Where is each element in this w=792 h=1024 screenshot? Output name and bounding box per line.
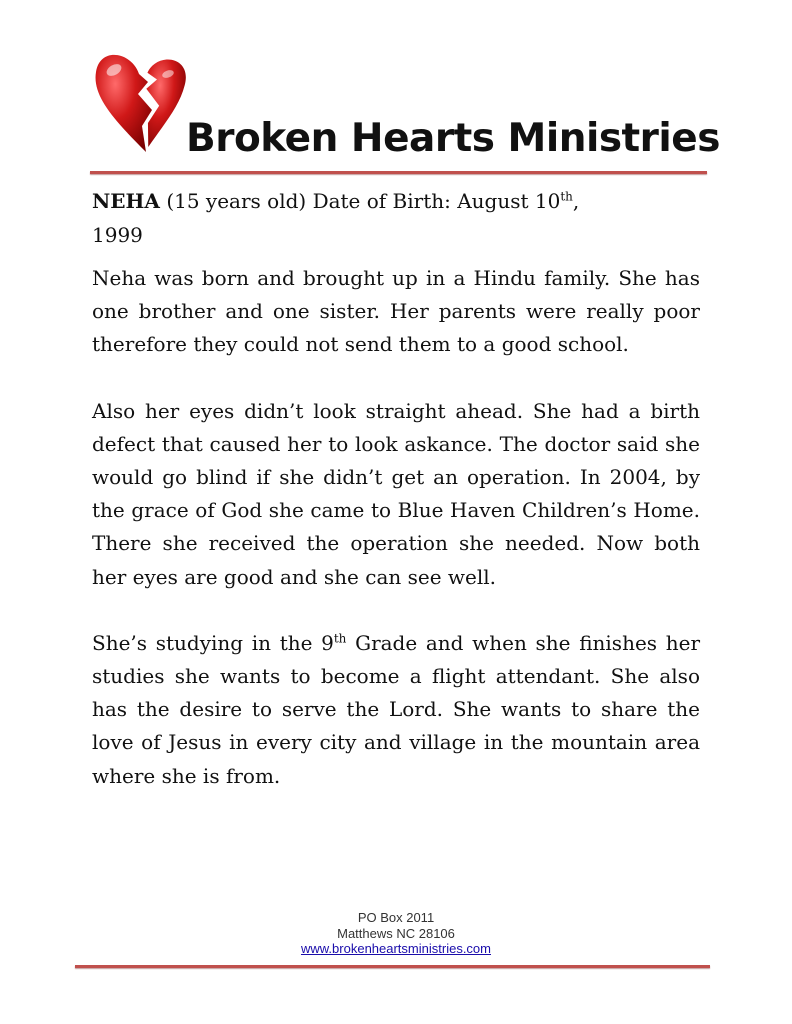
future-plans-text: Grade and when she finishes her studies she wants to become a flight attendant. She also has the desire to serve the Lord. She wants to share the love of Jesus in every city and village in the mountain area where she is from. xyxy=(92,630,701,788)
city-zip: Matthews NC 28106 xyxy=(337,925,455,941)
organization-title: Broken Hearts Ministries xyxy=(186,116,720,161)
story-paragraph-1: Neha was born and brought up in a Hindu family. She has one brother and one sister. Her parents were really poor therefore they could not send them to a good school. xyxy=(92,266,700,357)
grade-superscript: th xyxy=(333,631,347,646)
profile-header xyxy=(92,184,702,252)
footer-divider xyxy=(75,965,710,968)
story-paragraph-3 xyxy=(92,627,700,793)
story-paragraph-2: Also her eyes didn’t look straight ahead. She had a birth defect that caused her to look askance. The doctor said she would go blind if she didn’t get an operation. In 2004, by the grace of God she came to Blue Haven Children’s Home. There she received the operation she needed. Now both her eyes are good and she can see well. xyxy=(92,398,700,589)
broken-heart-icon xyxy=(92,48,188,158)
grade-text: She’s studying in the 9 xyxy=(92,630,334,655)
birth-superscript: th xyxy=(560,189,573,204)
header-divider xyxy=(90,171,707,174)
age-birth-text: (15 years old) Date of Birth: August 10 xyxy=(166,189,561,213)
story-body xyxy=(92,262,700,793)
website-link[interactable]: www.brokenheartsministries.com xyxy=(300,941,491,956)
footer-address xyxy=(0,910,792,957)
child-name: NEHA xyxy=(92,189,160,213)
birth-comma: , xyxy=(572,189,580,213)
birth-year: 1999 xyxy=(92,223,143,247)
po-box: PO Box 2011 xyxy=(357,910,435,925)
